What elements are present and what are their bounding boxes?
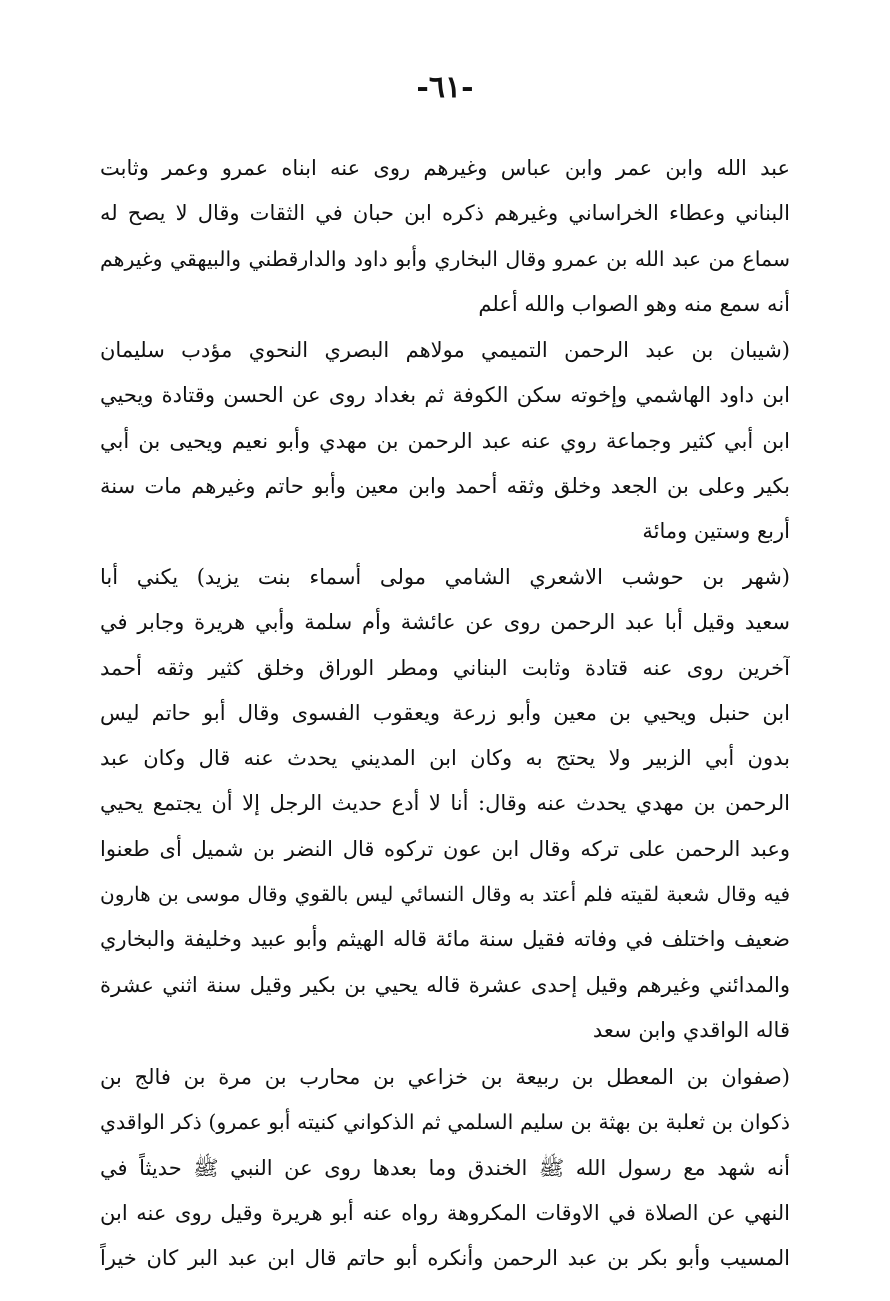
text-line: (شهر بن حوشب الاشعري الشامي مولى أسماء بنت يزيد) يكني أبا — [100, 565, 790, 589]
text-line: بدون أبي الزبير ولا يحتج به وكان ابن المديني يحدث عنه قال وكان عبد — [100, 746, 790, 771]
text-line: عبد الله وابن عمر وابن عباس وغيرهم روى عنه ابناه عمرو وعمر وثابت — [100, 156, 790, 180]
text-line: ذكوان بن ثعلبة بن بهثة بن سليم السلمي ثم الذكواني كنيته أبو عمرو) ذكر الواقدي — [100, 1110, 790, 1135]
text-line: البناني وعطاء الخراساني وغيرهم ذكره ابن حبان في الثقات وقال لا يصح له — [100, 201, 790, 226]
text-line: بكير وعلى بن الجعد وخلق وثقه أحمد وابن معين وأبو حاتم وغيرهم مات سنة — [100, 473, 790, 498]
entry-safwan — [100, 1055, 790, 1281]
text-line: (صفوان بن المعطل بن ربيعة بن خزاعي بن محارب بن مرة بن فالج بن — [100, 1065, 790, 1089]
text-line: أربع وستين ومائة — [642, 519, 790, 544]
text-line: ضعيف واختلف في وفاته فقيل سنة مائة قاله الهيثم وأبو عبيد وخليفة والبخاري — [100, 927, 790, 952]
text-line: سعيد وقيل أبا عبد الرحمن روى عن عائشة وأم سلمة وأبي هريرة وجابر في — [100, 610, 790, 635]
text-line: المسيب وأبو بكر بن عبد الرحمن وأنكره أبو حاتم قال ابن عبد البر كان خيراً — [100, 1246, 790, 1271]
entry-shayban — [100, 328, 790, 554]
text-line: النهي عن الصلاة في الاوقات المكروهة رواه عنه أبو هريرة وقيل روى عنه ابن — [100, 1200, 790, 1225]
entry-continuation — [100, 146, 790, 327]
text-line: قاله الواقدي وابن سعد — [592, 1017, 790, 1042]
text-line: فيه وقال شعبة لقيته فلم أعتد به وقال النسائي ليس بالقوي وقال موسى بن هارون — [100, 882, 790, 907]
text-line: والمدائني وغيرهم وقيل إحدى عشرة قاله يحيي بن بكير وقيل سنة اثني عشرة — [100, 972, 790, 997]
text-line: ابن حنبل ويحيي بن معين وأبو زرعة ويعقوب الفسوى وقال أبو حاتم ليس — [100, 700, 790, 725]
entry-shahr — [100, 555, 790, 1053]
text-line: أنه سمع منه وهو الصواب والله أعلم — [478, 291, 790, 316]
text-line: ابن داود الهاشمي وإخوته سكن الكوفة ثم بغداد روى عن الحسن وقتادة ويحيي — [100, 383, 790, 408]
text-line: سماع من عبد الله بن عمرو وقال البخاري وأبو داود والدارقطني والبيهقي وغيرهم — [100, 246, 790, 271]
text-line: وعبد الرحمن على تركه وقال ابن عون تركوه قال النضر بن شميل أى طعنوا — [100, 836, 790, 861]
text-line: أنه شهد مع رسول الله ﷺ الخندق وما بعدها روى عن النبي ﷺ حديثاً في — [100, 1155, 790, 1180]
page-number: -٦١- — [416, 70, 474, 105]
text-line: آخرين روى عنه قتادة وثابت البناني ومطر الوراق وخلق كثير وثقه أحمد — [100, 655, 790, 680]
text-line: (شيبان بن عبد الرحمن التميمي مولاهم البصري النحوي مؤدب سليمان — [100, 338, 790, 362]
text-line: ابن أبي كثير وجماعة روي عنه عبد الرحمن بن مهدي وأبو نعيم ويحيى بن أبي — [100, 428, 790, 453]
text-line: الرحمن بن مهدي يحدث عنه وقال: أنا لا أدع حديث الرجل إلا أن يجتمع يحيي — [100, 791, 790, 816]
